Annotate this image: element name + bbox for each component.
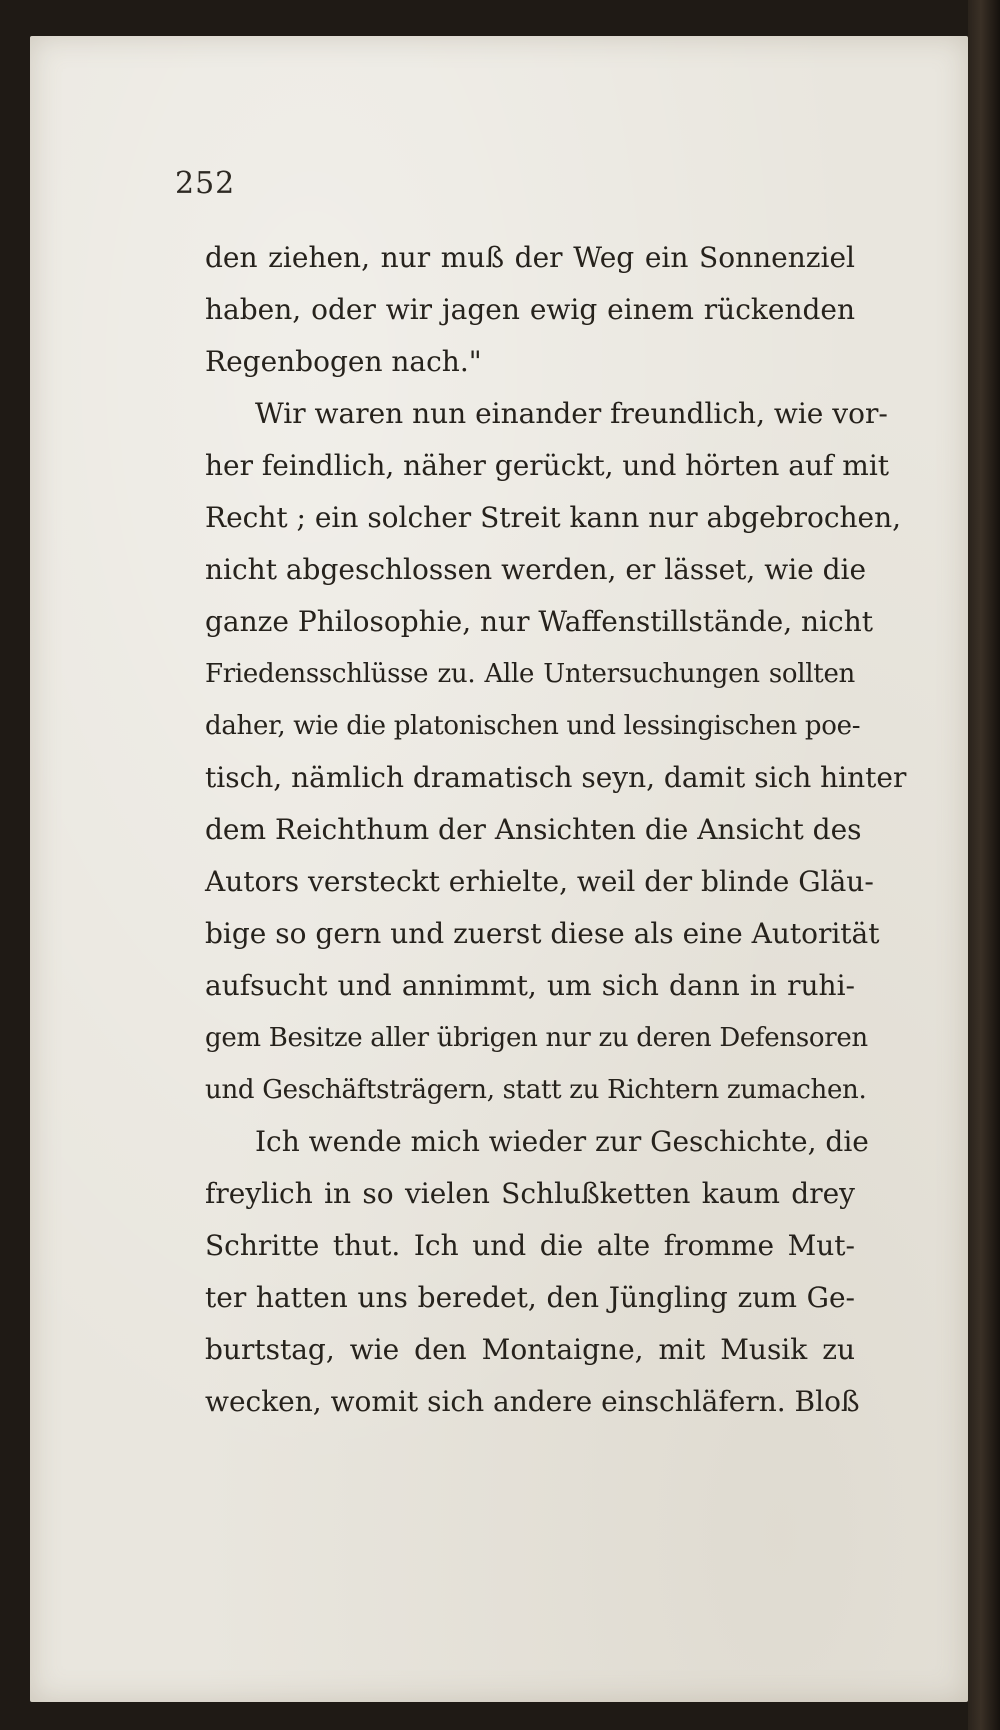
text-line: burtstag, wie den Montaigne, mit Musik zu [205,1333,855,1366]
text-line: bige so gern und zuerst diese als eine Autorität [205,917,880,950]
text-line: Wir waren nun einander freundlich, wie vor- [255,397,888,430]
text-line: aufsucht und annimmt, um sich dann in ruhi- [205,969,855,1002]
text-line: tisch, nämlich dramatisch seyn, damit sich hinter [205,761,907,794]
text-line: Recht ; ein solcher Streit kann nur abgebrochen, [205,501,902,534]
text-line: nicht abgeschlossen werden, er lässet, wie die [205,553,867,586]
text-line: haben, oder wir jagen ewig einem rückenden [205,293,855,326]
body-text [205,232,907,1428]
text-line: her feindlich, näher gerückt, und hörten auf mit [205,449,890,482]
text-line: ter hatten uns beredet, den Jüngling zum Ge- [205,1281,855,1314]
text-line: ganze Philosophie, nur Waffenstillstände, nicht [205,605,873,638]
text-line: Schritte thut. Ich und die alte fromme Mut- [205,1229,855,1262]
text-line: Friedensschlüsse zu. Alle Untersuchungen sollten [205,659,855,689]
book-fore-edge [968,0,1000,1730]
text-line: freylich in so vielen Schlußketten kaum drey [205,1177,855,1210]
text-line: dem Reichthum der Ansichten die Ansicht des [205,813,862,846]
text-line: Regenbogen nach." [205,345,482,378]
text-line: daher, wie die platonischen und lessingischen poe- [205,711,861,741]
text-line: gem Besitze aller übrigen nur zu deren Defensoren [205,1023,868,1053]
text-line: Autors versteckt erhielte, weil der blinde Gläu- [205,865,874,898]
text-line: den ziehen, nur muß der Weg ein Sonnenziel [205,241,855,274]
text-line: wecken, womit sich andere einschläfern. Bloß [205,1385,860,1418]
text-line: Ich wende mich wieder zur Geschichte, die [255,1125,869,1158]
page-number: 252 [175,166,236,201]
text-line: und Geschäftsträgern, statt zu Richtern zumachen. [205,1075,867,1105]
